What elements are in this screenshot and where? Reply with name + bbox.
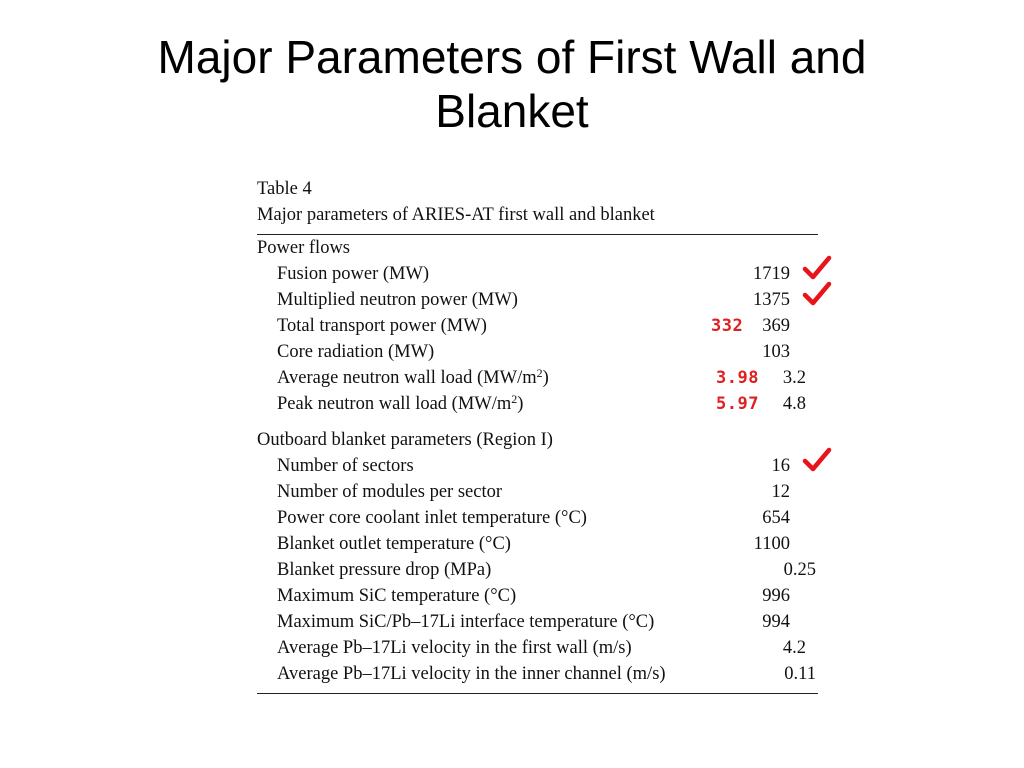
row-label: Maximum SiC/Pb–17Li interface temperature (°C) [277, 612, 655, 632]
table-row [257, 313, 818, 339]
row-label: Maximum SiC temperature (°C) [277, 586, 517, 606]
red-annotation: 332 [711, 316, 744, 336]
row-value: 0.25 [783, 560, 816, 580]
slide-title [0, 30, 1024, 138]
row-value: 996 [762, 586, 790, 606]
row-label [277, 365, 549, 391]
table-bottom-rule [257, 693, 818, 694]
table-row [257, 557, 818, 583]
row-value: 654 [762, 508, 790, 528]
slide-title-line-2: Blanket [435, 85, 589, 137]
group-heading-power-flows: Power flows [257, 238, 351, 258]
row-value: 1100 [753, 534, 790, 554]
row-label: Multiplied neutron power (MW) [277, 290, 518, 310]
table-row [257, 261, 818, 287]
table-caption-number: Table 4 [257, 179, 312, 199]
row-label: Blanket pressure drop (MPa) [277, 560, 492, 580]
row-label-superscript: 2 [536, 366, 543, 380]
row-value: 12 [771, 482, 790, 502]
row-value: 0.11 [784, 664, 816, 684]
row-label: Average Pb–17Li velocity in the first wall (m/s) [277, 638, 632, 658]
check-mark-icon [802, 281, 832, 309]
row-label: Blanket outlet temperature (°C) [277, 534, 511, 554]
table-row [257, 609, 818, 635]
red-annotation: 5.97 [716, 394, 759, 414]
table-row [257, 287, 818, 313]
row-label: Fusion power (MW) [277, 264, 430, 284]
parameters-table [257, 176, 818, 694]
row-label-end: ) [542, 368, 549, 388]
table-row [257, 453, 818, 479]
red-annotation: 3.98 [716, 368, 759, 388]
group-heading-outboard-blanket: Outboard blanket parameters (Region I) [257, 430, 553, 450]
slide-title-line-1: Major Parameters of First Wall and [157, 31, 867, 83]
row-value: 3.2 [782, 368, 806, 388]
row-label: Power core coolant inlet temperature (°C) [277, 508, 587, 528]
row-label: Number of modules per sector [277, 482, 503, 502]
row-value: 369 [762, 316, 790, 336]
row-value: 16 [771, 456, 790, 476]
row-value: 994 [762, 612, 790, 632]
table-row [257, 479, 818, 505]
row-label-end: ) [517, 394, 524, 414]
row-label-superscript: 2 [511, 392, 518, 406]
table-caption-title: Major parameters of ARIES-AT first wall and blanket [257, 205, 655, 225]
table-row [257, 661, 818, 687]
table-row [257, 505, 818, 531]
check-mark-icon [802, 447, 832, 475]
table-row [257, 339, 818, 365]
row-label-text: Average neutron wall load (MW/m [277, 368, 537, 388]
row-label [277, 391, 523, 417]
row-label: Number of sectors [277, 456, 414, 476]
table-row [257, 391, 818, 417]
row-value: 1719 [753, 264, 790, 284]
row-label-text: Peak neutron wall load (MW/m [277, 394, 512, 414]
check-mark-icon [802, 255, 832, 283]
row-value: 103 [762, 342, 790, 362]
table-row [257, 531, 818, 557]
row-label: Average Pb–17Li velocity in the inner channel (m/s) [277, 664, 666, 684]
row-value: 1375 [753, 290, 790, 310]
row-label: Total transport power (MW) [277, 316, 487, 336]
table-row [257, 635, 818, 661]
table-row [257, 365, 818, 391]
row-label: Core radiation (MW) [277, 342, 435, 362]
table-row [257, 583, 818, 609]
row-value: 4.2 [782, 638, 806, 658]
row-value: 4.8 [782, 394, 806, 414]
